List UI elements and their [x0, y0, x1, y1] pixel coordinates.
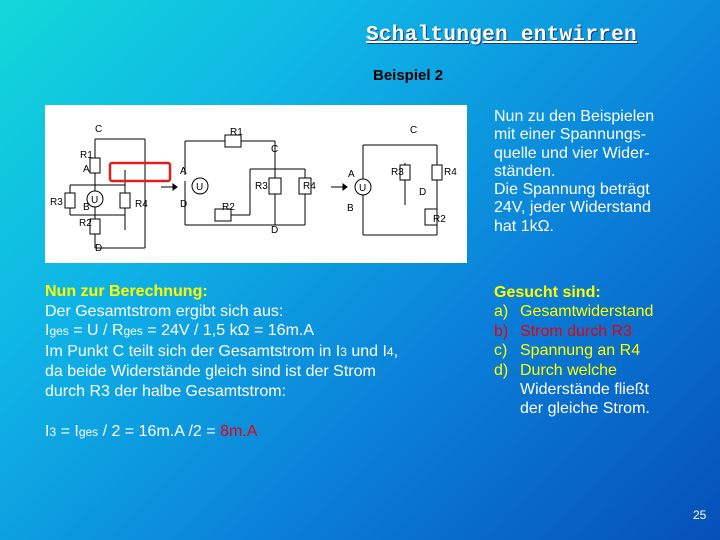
result-value: 8m.A — [220, 422, 258, 440]
label-c: C — [410, 125, 418, 136]
highlight-box — [110, 163, 170, 181]
calculation-line: da beide Widerstände gleich sind ist der Strom — [45, 363, 376, 381]
label-r2: R2 — [433, 214, 446, 225]
calculation-block — [45, 282, 465, 442]
label-u: U — [91, 195, 99, 206]
label-a: A — [180, 166, 187, 177]
intro-line: ständen. — [494, 162, 556, 180]
label-d: D — [271, 225, 279, 236]
questions-block — [494, 283, 704, 419]
intro-line: quelle und vier Wider- — [494, 144, 650, 162]
label-a: A — [348, 169, 355, 180]
slide-subtitle: Beispiel 2 — [373, 67, 444, 84]
slide-title: Schaltungen entwirren — [366, 24, 637, 47]
formula-total-current: Iges = U / Rges = 24V / 1,5 kΩ = 16m.A — [45, 322, 315, 340]
list-item: d) Durch welche — [494, 361, 617, 379]
label-r1: R1 — [80, 150, 93, 161]
list-item: Widerstände fließt — [520, 381, 649, 399]
label-d: D — [180, 199, 188, 210]
intro-line: 24V, jeder Widerstand — [494, 199, 651, 217]
label-c: C — [271, 144, 279, 155]
page-number: 25 — [693, 508, 707, 522]
label-r2: R2 — [79, 218, 92, 229]
label-a: A — [83, 164, 90, 175]
label-b: B — [347, 203, 354, 214]
label-r3: R3 — [391, 167, 404, 178]
label-r3: R3 — [50, 197, 63, 208]
intro-line: mit einer Spannungs- — [494, 126, 647, 144]
label-r2: R2 — [222, 202, 235, 213]
list-item: b) Strom durch R3 — [494, 322, 633, 340]
formula-result: I3 = Iges / 2 = 16m.A /2 = 8m.A — [45, 422, 258, 440]
circuit-diagram — [45, 105, 467, 263]
intro-line: Die Spannung beträgt — [494, 181, 650, 199]
questions-heading: Gesucht sind: — [494, 284, 601, 301]
list-item: c) Spannung an R4 — [494, 342, 641, 360]
label-c: C — [95, 124, 103, 135]
circuit-svg — [45, 105, 467, 263]
label-u: U — [359, 183, 367, 194]
label-r3: R3 — [255, 181, 268, 192]
label-u: U — [196, 182, 204, 193]
calculation-heading: Nun zur Berechnung: — [45, 283, 208, 300]
intro-text — [494, 108, 694, 236]
label-r4: R4 — [444, 167, 457, 178]
list-item: a) Gesamtwiderstand — [494, 303, 654, 321]
label-r1: R1 — [230, 127, 243, 138]
label-d: D — [95, 243, 103, 254]
label-r4: R4 — [135, 199, 148, 210]
intro-line: hat 1kΩ. — [494, 217, 554, 235]
label-b: B — [83, 202, 90, 213]
list-item: der gleiche Strom. — [520, 400, 650, 418]
calculation-line: Der Gesamtstrom ergibt sich aus: — [45, 302, 284, 320]
label-d: D — [419, 187, 427, 198]
calculation-line: durch R3 der halbe Gesamtstrom: — [45, 382, 286, 400]
label-r4: R4 — [303, 181, 316, 192]
intro-line: Nun zu den Beispielen — [494, 108, 655, 125]
calculation-line: Im Punkt C teilt sich der Gesamtstrom in I3 und I4, — [45, 342, 399, 360]
